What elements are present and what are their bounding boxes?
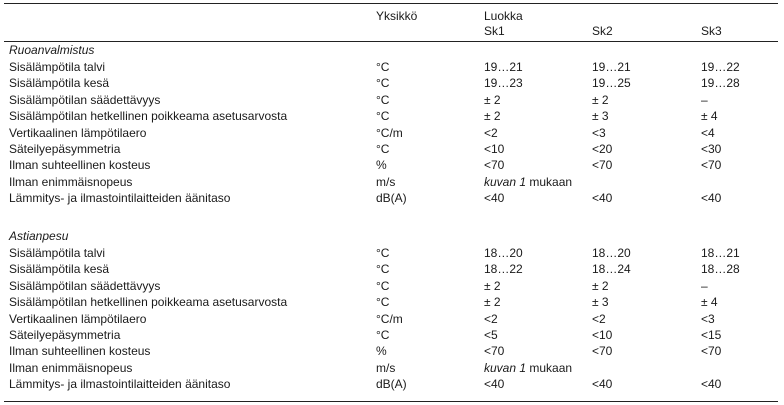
sk1-cell: <70 — [484, 158, 505, 173]
table-row — [0, 141, 784, 157]
sk1-cell: 19…21 — [484, 60, 523, 74]
row-label: Sisälämpötilan hetkellinen poikkeama asetusarvosta — [9, 109, 288, 124]
header-sk1: Sk1 — [484, 24, 505, 38]
unit-cell: °C — [376, 295, 390, 310]
header-sk2: Sk2 — [592, 24, 613, 38]
sk1-cell: <10 — [484, 142, 505, 156]
row-label: Sisälämpötilan säädettävyys — [9, 92, 161, 107]
sk1-cell: <5 — [484, 328, 498, 342]
header-sk3: Sk3 — [701, 24, 722, 38]
bottom-rule — [4, 401, 778, 402]
sk2-cell: 19…25 — [592, 76, 631, 91]
row-label: Ilman enimmäisnopeus — [9, 360, 133, 375]
sk2-cell: <70 — [592, 158, 613, 173]
row-label: Sisälämpötila kesä — [9, 262, 110, 277]
unit-cell: °C — [376, 92, 390, 107]
table-row — [0, 245, 784, 261]
header-unit: Yksikkö — [376, 9, 418, 23]
sk1-cell: <70 — [484, 344, 505, 359]
table-row — [0, 327, 784, 343]
sk3-cell: <15 — [701, 328, 722, 342]
sk2-cell: 19…21 — [592, 60, 631, 74]
row-label: Lämmitys- ja ilmastointilaitteiden äänitaso — [9, 377, 231, 392]
unit-cell: °C — [376, 246, 390, 260]
sk2-cell: 18…20 — [592, 246, 631, 260]
sk1-cell: 18…20 — [484, 246, 523, 260]
table-row — [0, 108, 784, 124]
merged-value-cell — [484, 360, 572, 376]
sk3-cell: ± 4 — [701, 109, 718, 124]
sk2-cell: <20 — [592, 142, 613, 156]
unit-cell: m/s — [376, 360, 396, 375]
sk1-cell: ± 2 — [484, 278, 501, 293]
section-title: Ruoanvalmistus — [9, 43, 95, 57]
sk3-cell: 19…28 — [701, 76, 740, 91]
sk3-cell: 18…28 — [701, 262, 740, 277]
table-row — [0, 261, 784, 277]
row-label: Sisälämpötilan hetkellinen poikkeama asetusarvosta — [9, 295, 288, 310]
row-label: Säteilyepäsymmetria — [9, 142, 121, 156]
sk1-cell: ± 2 — [484, 109, 501, 124]
row-label: Sisälämpötila kesä — [9, 76, 110, 91]
sk2-cell: ± 3 — [592, 109, 609, 124]
unit-cell: °C — [376, 278, 390, 293]
sk1-cell: <2 — [484, 311, 498, 326]
sk3-cell: – — [701, 278, 708, 293]
sk1-cell: <40 — [484, 191, 505, 206]
note-rest: mukaan — [526, 174, 573, 189]
top-rule — [4, 3, 778, 4]
sk2-cell: <40 — [592, 377, 613, 392]
sk2-cell: <40 — [592, 191, 613, 206]
sk3-cell: <70 — [701, 158, 722, 173]
row-label: Ilman enimmäisnopeus — [9, 174, 133, 189]
row-label: Ilman suhteellinen kosteus — [9, 158, 151, 173]
sk2-cell: ± 2 — [592, 92, 609, 107]
unit-cell: dB(A) — [376, 377, 407, 392]
sk3-cell: – — [701, 92, 708, 107]
sk2-cell: <70 — [592, 344, 613, 359]
row-label: Vertikaalinen lämpötilaero — [9, 125, 147, 140]
sk3-cell: <40 — [701, 377, 722, 392]
unit-cell: dB(A) — [376, 191, 407, 206]
sk3-cell: <4 — [701, 125, 715, 140]
row-label: Sisälämpötilan säädettävyys — [9, 278, 161, 293]
row-label: Vertikaalinen lämpötilaero — [9, 311, 147, 326]
table-row — [0, 360, 784, 376]
unit-cell: °C — [376, 76, 390, 91]
row-label: Säteilyepäsymmetria — [9, 328, 121, 342]
table-row — [0, 174, 784, 190]
sk1-cell: 18…22 — [484, 262, 523, 277]
unit-cell: % — [376, 344, 387, 359]
note-italic: kuvan 1 — [484, 174, 527, 189]
note-rest: mukaan — [526, 360, 573, 375]
note-italic: kuvan 1 — [484, 360, 527, 375]
unit-cell: °C/m — [376, 311, 403, 326]
sk2-cell: <3 — [592, 125, 606, 140]
header-class: Luokka — [484, 9, 523, 23]
table-row — [0, 343, 784, 359]
table-row — [0, 190, 784, 206]
sk1-cell: ± 2 — [484, 92, 501, 107]
unit-cell: m/s — [376, 174, 396, 189]
row-label: Lämmitys- ja ilmastointilaitteiden äänitaso — [9, 191, 231, 206]
sk1-cell: 19…23 — [484, 76, 523, 91]
merged-value-cell — [484, 174, 572, 190]
sk2-cell: <2 — [592, 311, 606, 326]
sk3-cell: 19…22 — [701, 60, 740, 74]
sk3-cell: 18…21 — [701, 246, 740, 260]
unit-cell: % — [376, 158, 387, 173]
table-row — [0, 59, 784, 75]
table-row — [0, 294, 784, 310]
unit-cell: °C — [376, 262, 390, 277]
table-row — [0, 92, 784, 108]
unit-cell: °C — [376, 142, 390, 156]
sk2-cell: 18…24 — [592, 262, 631, 277]
row-label: Sisälämpötila talvi — [9, 246, 106, 260]
sk3-cell: ± 4 — [701, 295, 718, 310]
sk2-cell: <10 — [592, 328, 613, 342]
unit-cell: °C — [376, 60, 390, 74]
section-title: Astianpesu — [9, 229, 69, 243]
table-row — [0, 311, 784, 327]
unit-cell: °C — [376, 109, 390, 124]
row-label: Ilman suhteellinen kosteus — [9, 344, 151, 359]
sk2-cell: ± 2 — [592, 278, 609, 293]
unit-cell: °C/m — [376, 125, 403, 140]
row-label: Sisälämpötila talvi — [9, 60, 106, 74]
sk3-cell: <70 — [701, 344, 722, 359]
table-row — [0, 157, 784, 173]
table-row — [0, 125, 784, 141]
header-rule — [4, 41, 778, 42]
sk3-cell: <3 — [701, 311, 715, 326]
table-row — [0, 75, 784, 91]
sk1-cell: <2 — [484, 125, 498, 140]
sk1-cell: ± 2 — [484, 295, 501, 310]
sk2-cell: ± 3 — [592, 295, 609, 310]
sk3-cell: <30 — [701, 142, 722, 156]
sk3-cell: <40 — [701, 191, 722, 206]
table-row — [0, 278, 784, 294]
sk1-cell: <40 — [484, 377, 505, 392]
unit-cell: °C — [376, 328, 390, 342]
table-row — [0, 376, 784, 392]
